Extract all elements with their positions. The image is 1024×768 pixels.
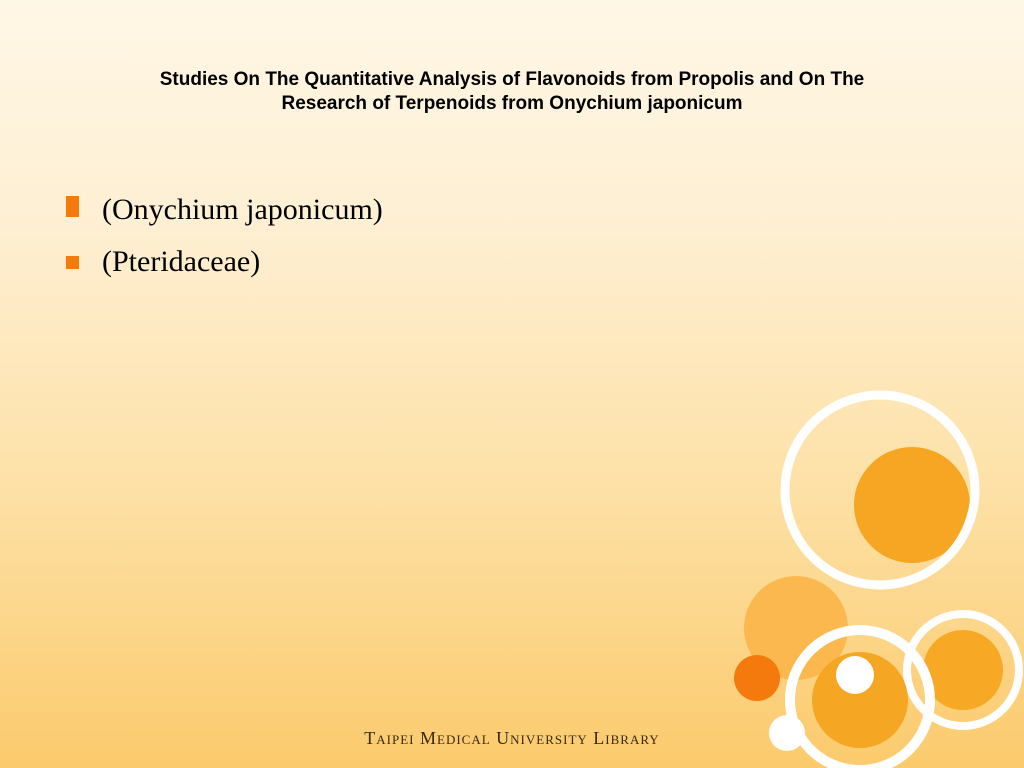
title-english-line-1: Studies On The Quantitative Analysis of Flavonoids from Propolis and On The xyxy=(159,69,865,90)
square-bullet-icon xyxy=(66,256,79,269)
bullet-list xyxy=(60,180,750,292)
slide-title xyxy=(60,68,964,116)
decor-circle xyxy=(785,395,975,585)
decor-circle xyxy=(907,614,1019,726)
square-bullet-icon xyxy=(66,204,79,217)
footer-library-name: Taipei Medical University Library xyxy=(364,728,660,748)
bullet-item xyxy=(60,240,750,284)
decor-circle xyxy=(923,630,1003,710)
decor-circle xyxy=(854,447,970,563)
bullet-text: (Pteridaceae) xyxy=(102,245,261,278)
bullet-item xyxy=(60,188,750,232)
bullet-text: (Onychium japonicum) xyxy=(102,193,383,226)
decor-circle xyxy=(744,576,848,680)
title-english-line-2: Research of Terpenoids from Onychium japonicum xyxy=(281,93,743,114)
decor-circle xyxy=(734,655,780,701)
decor-circle xyxy=(836,656,874,694)
